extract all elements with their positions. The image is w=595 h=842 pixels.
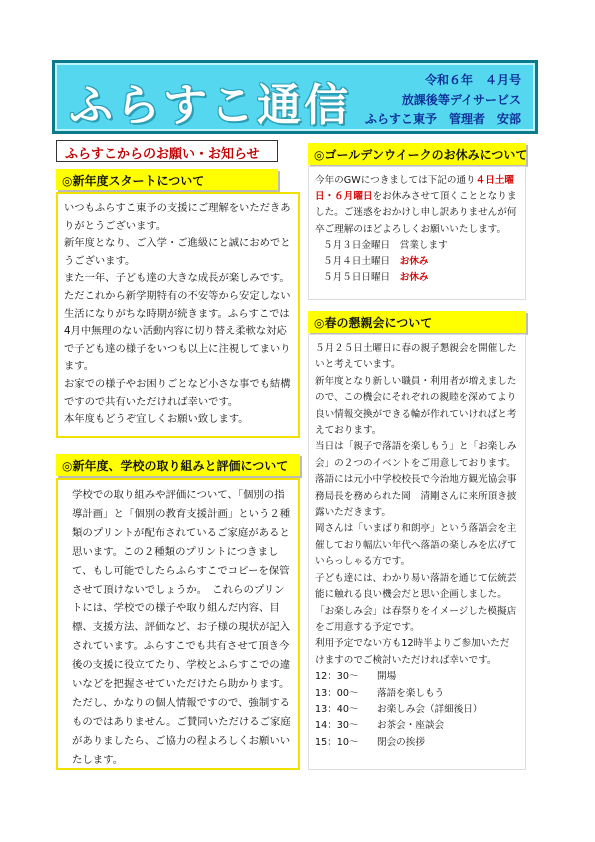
newsletter-title: ふらすこ通信 bbox=[69, 80, 351, 131]
schedule-row: 13：00～ 落語を楽しもう bbox=[315, 687, 445, 699]
schedule-row: 13：40～ お楽しみ会（詳細後日） bbox=[315, 703, 483, 715]
spring-paragraph: 当日は「親子で落語を楽しもう」と「お楽しみ会」の２つのイベントをご用意しております。 bbox=[315, 441, 517, 469]
gw-heading: ◎ゴールデンウイークのお休みについて bbox=[308, 143, 526, 165]
school-box bbox=[56, 478, 300, 770]
gw-day-row: ５月３日金曜日 営業します bbox=[323, 239, 448, 251]
school-heading: ◎新年度、学校の取り組みと評価について bbox=[56, 454, 300, 476]
gw-day-row: ５月５日日曜日 お休み bbox=[323, 272, 429, 284]
spring-paragraph: ５月２５日土曜日に春の親子懇親会を開催したいと考えています。 bbox=[315, 343, 517, 371]
newsletter-banner bbox=[52, 60, 538, 134]
service-name: 放課後等デイサービス bbox=[401, 93, 521, 107]
new-year-paragraph: お家での様子やお困りごとなど小さな事でも結構ですので共有いただければ幸いです。 bbox=[64, 377, 291, 408]
gw-intro: 今年のGWにつきましては下記の通り４日土曜日・６月曜日をお休みさせて頂くこととなりました。ご迷惑をおかけし申し訳ありませんが何卒ご理解のほどよろしくお願いいたします。 bbox=[315, 175, 517, 235]
spring-paragraph: 岡さんは「いまばり和朗亭」という落語会を主催しており幅広い年代へ落語の楽しみを広げていらっしゃる方です。 bbox=[315, 523, 517, 568]
spring-paragraph: 子ども達には、わかり易い落語を通じて伝統芸能に触れる良い機会だと思い企画しました。 bbox=[315, 572, 517, 601]
spring-paragraph: 新年度となり新しい職員・利用者が増えましたので、この機会にそれぞれの親睦を深めてより良い情報交換ができる輪が作れていければと考えております。 bbox=[315, 375, 517, 437]
organization-manager: ふらすこ東予 管理者 安部 bbox=[364, 112, 521, 126]
new-year-paragraph: 本年度もどうぞ宜しくお願い致します。 bbox=[64, 413, 249, 426]
spring-box bbox=[308, 334, 526, 770]
notice-heading: ふらすこからのお願い・お知らせ bbox=[56, 140, 278, 162]
schedule-row: 15：10～ 閉会の挨拶 bbox=[315, 736, 425, 748]
school-paragraph: 学校での取り組みや評価について、「個別の指導計画」と「個別の教育支援計画」という２種類のプリントが配布されているご家庭があると思います。この２種類のプリントにつきまして、もし可能でしたらふらすこでコピーを保管させて頂けないでしょうか。 これらのプリントには、学校での様子や取り組んだ内容、目標、支援方法、評価など、お子様の現状が記入されています。ふらすこでも共有させて頂き今後の支援に役立てたり、学校とふらすこでの違いなどを把握させていただけたら助かります。ただし、かなりの個人情報ですので、強制するものではありません。ご賛同いただけるご家庭がありましたら、ご協力の程よろしくお願いいたします。 bbox=[72, 489, 291, 766]
issue-date: 令和６年 ４月号 bbox=[424, 73, 521, 87]
closed-days-highlight: ４日土曜日・６月曜日 bbox=[315, 175, 515, 203]
gw-box bbox=[308, 166, 526, 300]
new-year-paragraph: 新年度となり、ご入学・ご進級にと誠におめでとうございます。 bbox=[64, 237, 291, 267]
new-year-paragraph: いつもふらすこ東予の支援にご理解をいただきありがとうございます。 bbox=[64, 202, 291, 232]
schedule-row: 14：30～ お茶会・座談会 bbox=[315, 720, 445, 732]
new-year-heading: ◎新年度スタートについて bbox=[56, 169, 278, 190]
schedule-row: 12：30～ 開場 bbox=[315, 671, 397, 683]
new-year-box bbox=[56, 192, 300, 438]
spring-paragraph: 「お楽しみ会」は春祭りをイメージした模擬店をご用意する予定です。 bbox=[315, 605, 517, 633]
gw-day-row: ５月４日土曜日 お休み bbox=[323, 256, 429, 268]
spring-heading: ◎春の懇親会について bbox=[308, 311, 526, 333]
spring-paragraph: 利用予定でない方も12時半よりご参加いただけますのでご検討いただければ幸いです。 bbox=[315, 638, 510, 666]
new-year-paragraph: また一年、子ども達の大きな成長が楽しみです。ただこれから新学期特有の不安等から安定しない生活になりがちな時期が続きます。ふらすこでは4月中無理のない活動内容に切り替え柔軟な対応で子ども達の様子をいつも以上に注視してまいります。 bbox=[64, 272, 291, 373]
spring-paragraph: 落語には元小中学校校長で今治地方観光協会事務局長を務められた岡 清剛さんに来所頂き披露いただきます。 bbox=[315, 474, 517, 519]
